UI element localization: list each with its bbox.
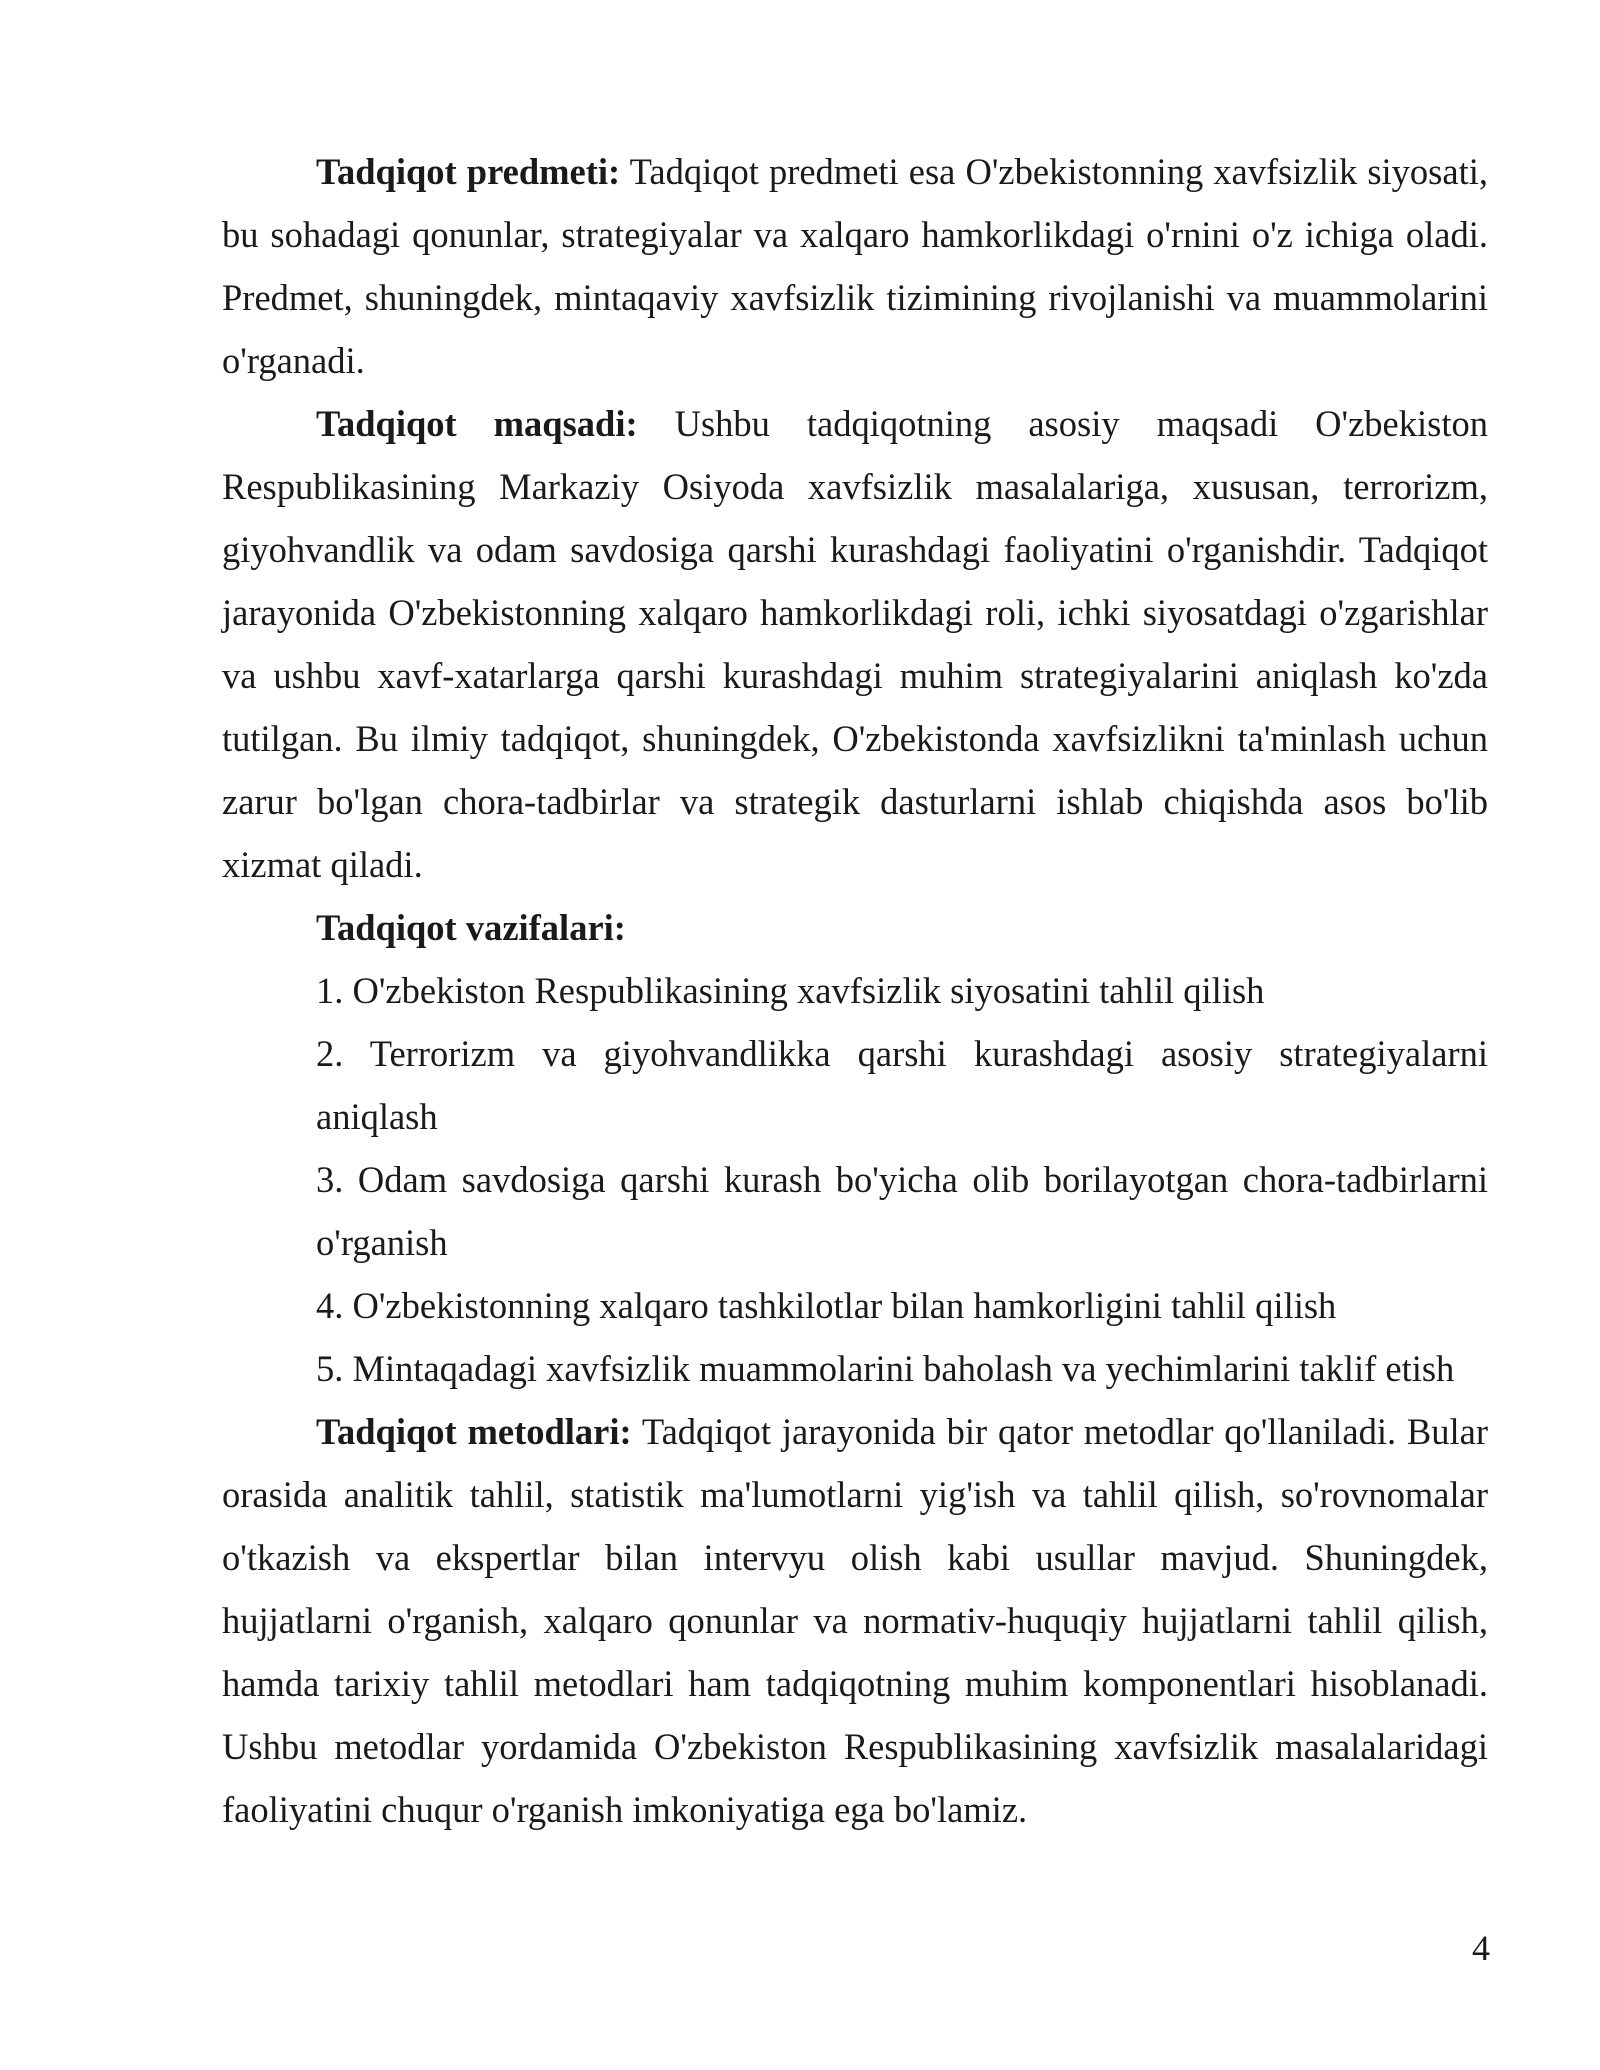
goal-heading: Tadqiqot maqsadi:: [316, 403, 638, 444]
methods-paragraph: [222, 1400, 1488, 1841]
task-item-1: 1. O'zbekiston Respublikasining xavfsizlik siyosatini tahlil qilish: [316, 970, 1265, 1011]
subject-text: Tadqiqot predmeti esa O'zbekistonning xavfsizlik siyosati, bu sohadagi qonunlar, strategiyalar va xalqaro hamkorlikdagi o'rnini o'z ichiga oladi. Predmet, shuningdek, mintaqaviy xavfsizlik tizimining rivojlanishi va muammolarini o'rganadi.: [222, 151, 1488, 381]
goal-paragraph: [222, 392, 1488, 896]
task-item-2: 2. Terrorizm va giyohvandlikka qarshi kurashdagi asosiy strategiyalarni aniqlash: [316, 1033, 1488, 1137]
methods-text: Tadqiqot jarayonida bir qator metodlar qo'llaniladi. Bular orasida analitik tahlil, statistik ma'lumotlarni yig'ish va tahlil qilish, so'rovnomalar o'tkazish va ekspertlar bilan intervyu olish kabi usullar mavjud. Shuningdek, hujjatlarni o'rganish, xalqaro qonunlar va normativ-huquqiy hujjatlarni tahlil qilish, hamda tarixiy tahlil metodlari ham tadqiqotning muhim komponentlari hisoblanadi. Ushbu metodlar yordamida O'zbekiston Respublikasining xavfsizlik masalalaridagi faoliyatini chuqur o'rganish imkoniyatiga ega bo'lamiz.: [222, 1411, 1489, 1830]
subject-paragraph: [222, 140, 1488, 392]
task-item-5: 5. Mintaqadagi xavfsizlik muammolarini baholash va yechimlarini taklif etish: [316, 1348, 1455, 1389]
task-item-4: 4. O'zbekistonning xalqaro tashkilotlar bilan hamkorligini tahlil qilish: [316, 1285, 1337, 1326]
task-item-3: 3. Odam savdosiga qarshi kurash bo'yicha olib borilayotgan chora-tadbirlarni o'rganish: [316, 1159, 1488, 1263]
goal-text: Ushbu tadqiqotning asosiy maqsadi O'zbekiston Respublikasining Markaziy Osiyoda xavfsizlik masalalariga, xususan, terrorizm, giyohvandlik va odam savdosiga qarshi kurashdagi faoliyatini o'rganishdir. Tadqiqot jarayonida O'zbekistonning xalqaro hamkorlikdagi roli, ichki siyosatdagi o'zgarishlar va ushbu xavf-xatarlarga qarshi kurashdagi muhim strategiyalarini aniqlash ko'zda tutilgan. Bu ilmiy tadqiqot, shuningdek, O'zbekistonda xavfsizlikni ta'minlash uchun zarur bo'lgan chora-tadbirlar va strategik dasturlarni ishlab chiqishda asos bo'lib xizmat qiladi.: [222, 403, 1488, 885]
methods-heading: Tadqiqot metodlari:: [316, 1411, 632, 1452]
subject-heading: Tadqiqot predmeti:: [316, 151, 621, 192]
page-number: 4: [1472, 1928, 1490, 1968]
document-page: [222, 140, 1488, 1841]
tasks-heading: Tadqiqot vazifalari:: [316, 907, 626, 948]
